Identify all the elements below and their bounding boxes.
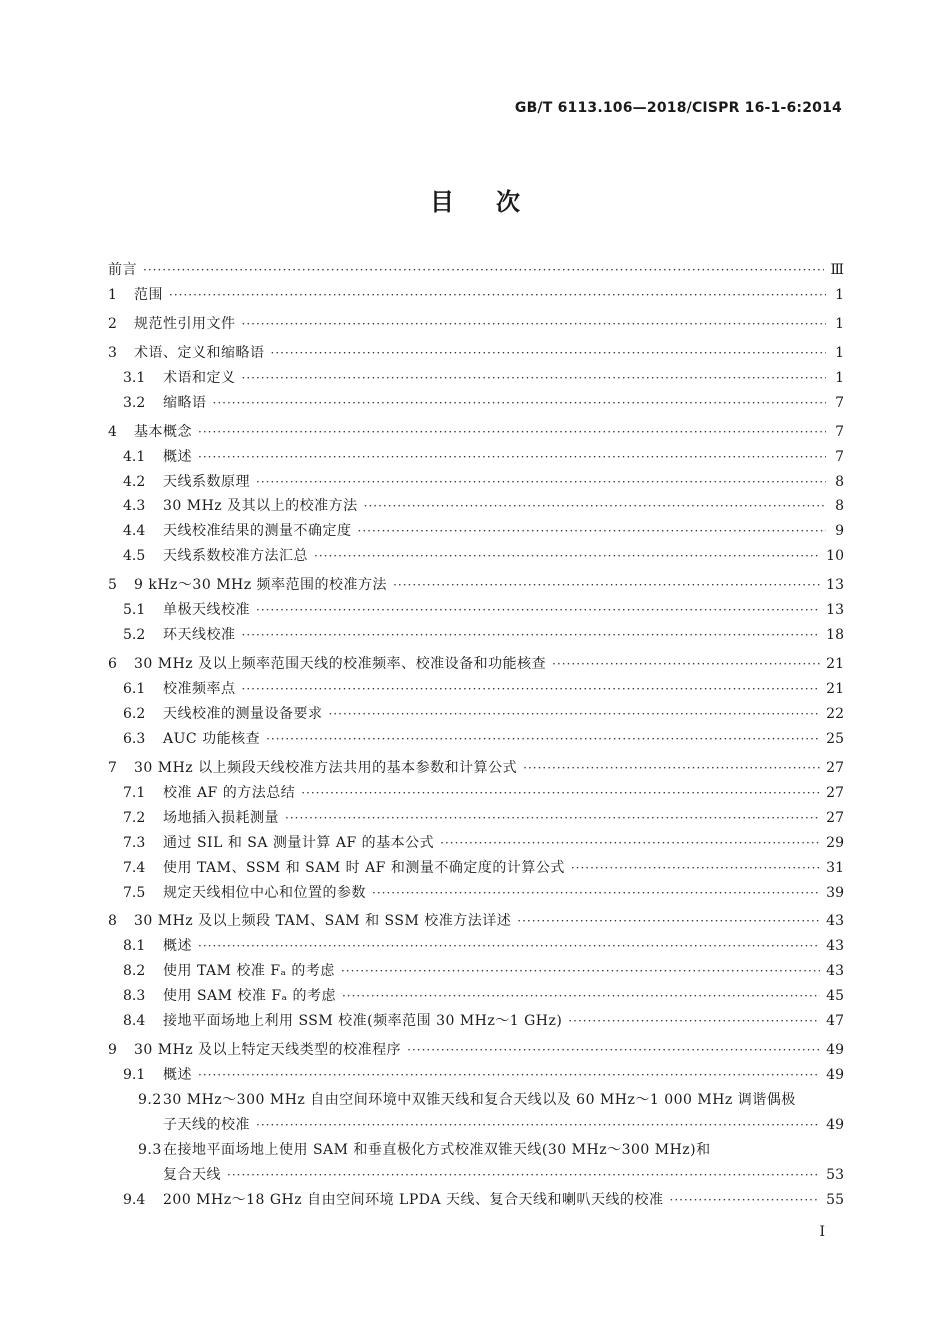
toc-entry[interactable]: [108, 470, 844, 495]
toc-entry-title: 基本概念: [134, 423, 192, 440]
toc-entry-title: 规定天线相位中心和位置的参数: [163, 884, 366, 901]
toc-entry-page: 1: [835, 369, 844, 386]
toc-entry-number: 5: [108, 577, 117, 594]
toc-entry[interactable]: [108, 727, 844, 752]
toc-leader-dots: [670, 1188, 821, 1213]
toc-entry-title: 30 MHz 及以上特定天线类型的校准程序: [134, 1042, 402, 1059]
toc-entry[interactable]: [108, 544, 844, 569]
toc-entry[interactable]: [108, 494, 844, 519]
toc-entry-page: 1: [835, 344, 844, 361]
toc-entry-title: 接地平面场地上利用 SSM 校准(频率范围 30 MHz～1 GHz): [163, 1013, 563, 1030]
toc-entry[interactable]: [108, 391, 844, 416]
toc-entry-number: 4.2: [123, 473, 146, 490]
toc-entry[interactable]: [108, 677, 844, 702]
toc-entry-title: 使用 TAM、SSM 和 SAM 时 AF 和测量不确定度的计算公式: [163, 859, 565, 876]
toc-entry[interactable]: [108, 283, 844, 308]
toc-entry-title: 复合天线: [163, 1166, 221, 1183]
toc-leader-dots: [271, 341, 827, 366]
toc-entry-title: 校准 AF 的方法总结: [163, 784, 296, 801]
toc-entry-page: 1: [835, 315, 844, 332]
toc-entry-title: 天线校准结果的测量不确定度: [163, 523, 352, 540]
toc-entry-page: 25: [826, 730, 844, 747]
toc-entry-number: 5.2: [123, 627, 146, 644]
toc-entry[interactable]: [108, 420, 844, 445]
toc-entry-page: 55: [826, 1191, 844, 1208]
toc-leader-dots: [198, 934, 820, 959]
toc-entry-title: 30 MHz 及其以上的校准方法: [163, 498, 358, 515]
toc-entry-title: 通过 SIL 和 SA 测量计算 AF 的基本公式: [163, 834, 435, 851]
table-of-contents: [108, 258, 844, 1213]
toc-entry-title: 30 MHz 及以上频率范围天线的校准频率、校准设备和功能核查: [134, 656, 547, 673]
toc-entry-page: 7: [835, 448, 844, 465]
toc-leader-dots: [169, 283, 826, 308]
toc-entry-title: 环天线校准: [163, 627, 236, 644]
toc-entry-page: 43: [826, 963, 844, 980]
toc-entry[interactable]: [108, 258, 844, 283]
page-number: I: [819, 1224, 825, 1240]
toc-leader-dots: [552, 652, 820, 677]
toc-entry-title: 使用 SAM 校准 Fₐ 的考虑: [163, 988, 336, 1005]
toc-leader-dots: [523, 756, 820, 781]
toc-entry[interactable]: [108, 702, 844, 727]
toc-entry-number: 4.4: [123, 523, 146, 540]
toc-entry-number: 4.1: [123, 448, 146, 465]
toc-entry-number: 7.5: [123, 884, 146, 901]
toc-entry-number: 3: [108, 344, 117, 361]
toc-entry-page: 39: [826, 884, 844, 901]
toc-entry-title: 天线系数校准方法汇总: [163, 548, 308, 565]
toc-entry-title: AUC 功能核查: [163, 730, 261, 747]
toc-entry[interactable]: [108, 445, 844, 470]
toc-entry-number: 9: [108, 1042, 117, 1059]
toc-leader-dots: [198, 1063, 820, 1088]
toc-entry-page: 45: [826, 988, 844, 1005]
toc-entry-number: 1: [108, 286, 117, 303]
toc-leader-dots: [143, 258, 824, 283]
toc-leader-dots: [242, 677, 821, 702]
toc-entry-page: 29: [826, 834, 844, 851]
toc-entry-page: 7: [835, 394, 844, 411]
toc-entry-page: 31: [826, 859, 844, 876]
toc-leader-dots: [198, 420, 826, 445]
toc-leader-dots: [256, 470, 826, 495]
toc-entry-page: 47: [826, 1013, 844, 1030]
toc-leader-dots: [285, 806, 820, 831]
toc-entry[interactable]: [108, 909, 844, 934]
toc-entry-page: Ⅲ: [830, 262, 844, 278]
toc-entry-number: 3.1: [123, 369, 146, 386]
toc-entry[interactable]: [108, 366, 844, 391]
toc-entry-wrapped[interactable]: [108, 1138, 844, 1163]
toc-entry[interactable]: [108, 519, 844, 544]
toc-leader-dots: [314, 544, 820, 569]
toc-entry-number: 8.4: [123, 1013, 146, 1030]
toc-leader-dots: [372, 881, 820, 906]
toc-entry-number: 9.3: [138, 1141, 162, 1158]
toc-entry-title: 天线系数原理: [163, 473, 250, 490]
toc-entry-title: 概述: [163, 938, 192, 955]
toc-entry-page: 53: [826, 1166, 844, 1183]
toc-entry-number: 7: [108, 759, 117, 776]
toc-entry[interactable]: [108, 881, 844, 906]
toc-entry-title: 200 MHz～18 GHz 自由空间环境 LPDA 天线、复合天线和喇叭天线的校准: [163, 1191, 664, 1208]
toc-entry-page: 21: [826, 681, 844, 697]
toc-leader-dots: [301, 781, 820, 806]
toc-entry[interactable]: [108, 573, 844, 598]
toc-entry-title: 子天线的校准: [163, 1116, 250, 1133]
toc-leader-dots: [256, 598, 820, 623]
toc-entry-number: 6.1: [123, 681, 146, 697]
toc-entry-title: 天线校准的测量设备要求: [163, 705, 323, 722]
toc-entry-page: 7: [835, 423, 844, 440]
toc-entry[interactable]: [108, 1163, 844, 1188]
toc-entry[interactable]: [108, 598, 844, 623]
toc-entry-title: 单极天线校准: [163, 602, 250, 619]
toc-entry[interactable]: [108, 1063, 844, 1088]
toc-leader-dots: [213, 391, 827, 416]
toc-entry-page: 27: [826, 809, 844, 826]
toc-entry[interactable]: [108, 1113, 844, 1138]
toc-entry-number: 9.4: [123, 1191, 146, 1208]
toc-leader-dots: [242, 623, 821, 648]
toc-entry-title: 在接地平面场地上使用 SAM 和垂直极化方式校准双锥天线(30 MHz～300 MHz)和: [163, 1141, 711, 1158]
toc-entry-title: 术语和定义: [163, 369, 236, 386]
toc-leader-dots: [242, 366, 827, 391]
toc-entry-number: 5.1: [123, 602, 146, 619]
toc-leader-dots: [358, 519, 827, 544]
toc-entry[interactable]: [108, 806, 844, 831]
toc-leader-dots: [440, 831, 820, 856]
toc-entry-page: 13: [826, 602, 844, 619]
toc-entry-page: 8: [835, 473, 844, 490]
toc-entry[interactable]: [108, 856, 844, 881]
toc-entry-number: 8.1: [123, 938, 146, 955]
toc-entry-page: 43: [826, 938, 844, 955]
toc-entry[interactable]: [108, 959, 844, 984]
toc-entry[interactable]: [108, 1188, 844, 1213]
toc-entry-number: 6.3: [123, 730, 146, 747]
toc-entry-page: 10: [826, 548, 844, 565]
toc-leader-dots: [407, 1038, 820, 1063]
toc-entry-number: 8: [108, 913, 117, 930]
toc-entry-number: 7.2: [123, 809, 146, 826]
toc-entry-number: 9.2: [138, 1092, 162, 1108]
toc-entry-wrapped[interactable]: [108, 1088, 844, 1113]
toc-leader-dots: [227, 1163, 820, 1188]
toc-leader-dots: [393, 573, 820, 598]
toc-entry-title: 前言: [108, 262, 137, 278]
toc-leader-dots: [256, 1113, 820, 1138]
toc-entry-page: 1: [835, 286, 844, 303]
toc-entry-number: 7.4: [123, 859, 146, 876]
toc-leader-dots: [341, 959, 820, 984]
toc-entry[interactable]: [108, 781, 844, 806]
toc-entry-title: 概述: [163, 448, 192, 465]
toc-entry-number: 7.3: [123, 834, 146, 851]
toc-leader-dots: [242, 312, 827, 337]
toc-leader-dots: [571, 856, 820, 881]
toc-leader-dots: [342, 984, 820, 1009]
toc-entry-number: 8.3: [123, 988, 146, 1005]
toc-entry-title: 30 MHz 以上频段天线校准方法共用的基本参数和计算公式: [134, 759, 518, 776]
toc-entry-page: 13: [826, 577, 844, 594]
toc-entry-title: 使用 TAM 校准 Fₐ 的考虑: [163, 963, 335, 980]
toc-entry-title: 概述: [163, 1067, 192, 1084]
toc-entry-title: 场地插入损耗测量: [163, 809, 279, 826]
toc-entry-number: 2: [108, 315, 117, 332]
toc-leader-dots: [266, 727, 820, 752]
toc-entry-title: 30 MHz 及以上频段 TAM、SAM 和 SSM 校准方法详述: [134, 913, 512, 930]
toc-entry-page: 9: [835, 523, 844, 540]
toc-entry-page: 27: [826, 784, 844, 801]
toc-entry-page: 49: [826, 1067, 844, 1084]
toc-entry-number: 4.5: [123, 548, 146, 565]
toc-entry[interactable]: [108, 831, 844, 856]
toc-entry-title: 范围: [134, 286, 163, 303]
toc-entry[interactable]: [108, 623, 844, 648]
toc-leader-dots: [568, 1009, 820, 1034]
toc-leader-dots: [364, 494, 826, 519]
toc-entry[interactable]: [108, 756, 844, 781]
toc-entry[interactable]: [108, 934, 844, 959]
toc-entry-title: 术语、定义和缩略语: [134, 344, 265, 361]
toc-entry-title: 规范性引用文件: [134, 315, 236, 332]
toc-entry-page: 49: [826, 1042, 844, 1059]
toc-entry-title: 9 kHz～30 MHz 频率范围的校准方法: [134, 577, 388, 594]
toc-entry-number: 6: [108, 656, 117, 673]
toc-entry-title: 30 MHz～300 MHz 自由空间环境中双锥天线和复合天线以及 60 MHz～1 000 MHz 调谐偶极: [163, 1092, 796, 1108]
toc-entry-page: 21: [826, 656, 844, 673]
toc-entry[interactable]: [108, 984, 844, 1009]
toc-entry-page: 8: [835, 498, 844, 515]
toc-leader-dots: [517, 909, 820, 934]
toc-entry[interactable]: [108, 1009, 844, 1034]
toc-entry[interactable]: [108, 312, 844, 337]
toc-entry-title: 校准频率点: [163, 681, 236, 697]
page-title: 目次: [430, 188, 562, 216]
toc-entry-number: 4: [108, 423, 117, 440]
toc-entry-number: 6.2: [123, 705, 146, 722]
toc-entry-page: 43: [826, 913, 844, 930]
toc-entry-page: 18: [826, 627, 844, 644]
toc-entry[interactable]: [108, 1038, 844, 1063]
toc-entry-number: 8.2: [123, 963, 146, 980]
toc-entry-number: 7.1: [123, 784, 146, 801]
toc-entry[interactable]: [108, 652, 844, 677]
toc-entry-title: 缩略语: [163, 394, 207, 411]
standard-code-header: GB/T 6113.106—2018/CISPR 16-1-6:2014: [514, 100, 842, 116]
toc-entry-number: 3.2: [123, 394, 146, 411]
toc-leader-dots: [198, 445, 826, 470]
toc-leader-dots: [329, 702, 821, 727]
toc-entry[interactable]: [108, 341, 844, 366]
toc-entry-page: 22: [826, 705, 844, 722]
toc-entry-number: 4.3: [123, 498, 146, 515]
toc-entry-page: 27: [826, 759, 844, 776]
toc-entry-page: 49: [826, 1116, 844, 1133]
toc-entry-number: 9.1: [123, 1067, 146, 1084]
